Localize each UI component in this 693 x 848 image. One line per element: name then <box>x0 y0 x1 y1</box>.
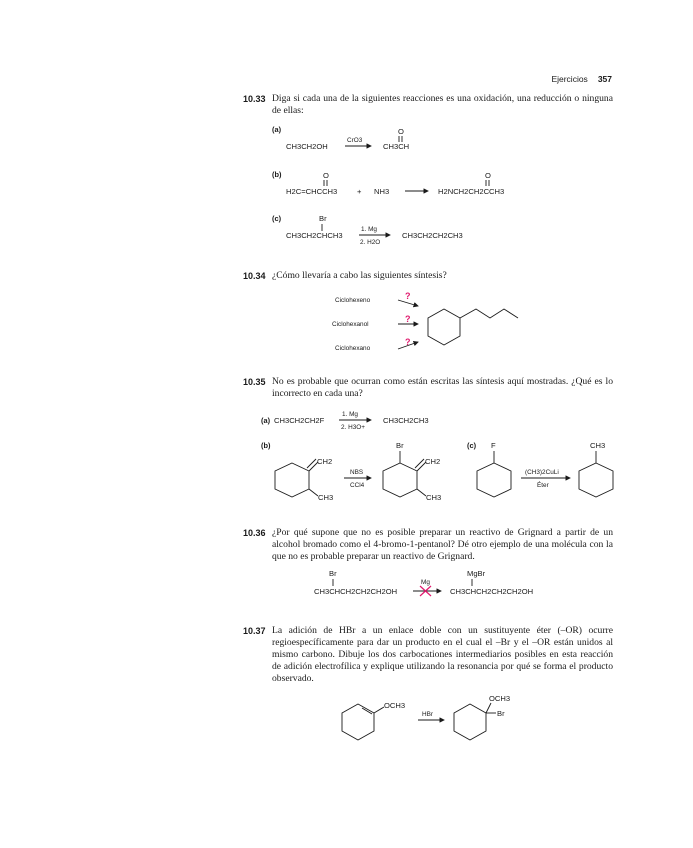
single-bond <box>486 703 491 713</box>
product: CH3CH2CH2CH3 <box>402 231 463 240</box>
reaction-10-35-c <box>467 441 613 497</box>
part-label: (b) <box>261 441 271 450</box>
reaction-10-35-a <box>261 411 429 431</box>
reagent-bottom: 2. H3O+ <box>341 424 365 431</box>
methyl-group: CH3 <box>426 493 442 502</box>
part-label: (c) <box>467 441 477 450</box>
part-label: (a) <box>261 416 271 425</box>
start-material: Ciclohexano <box>335 345 371 352</box>
fluorine-substituent: F <box>491 441 496 450</box>
reagent-top: NBS <box>350 469 364 476</box>
methylene-group: CH2 <box>317 457 333 466</box>
question-mark: ? <box>405 314 411 324</box>
methylene-group: CH2 <box>425 457 441 466</box>
part-label: (c) <box>272 214 282 223</box>
methyl-group: CH3 <box>318 493 334 502</box>
cyclohexane-ring <box>428 309 460 345</box>
reaction-10-33-c <box>272 214 463 246</box>
reaction-10-33-a <box>272 125 409 151</box>
plus-sign: + <box>357 187 362 196</box>
methoxy-group: OCH3 <box>384 701 406 710</box>
cyclohexane-ring <box>275 463 309 497</box>
reactant: CH3CH2OH <box>286 142 328 151</box>
reagent-top: 1. Mg <box>342 411 358 418</box>
carbonyl-oxygen: O <box>323 171 329 180</box>
methoxy-group: OCH3 <box>489 694 511 703</box>
bromine-substituent: Br <box>329 569 337 578</box>
carbonyl-oxygen: O <box>398 127 404 136</box>
product: CH3CH2CH3 <box>383 416 429 425</box>
exocyclic-double-bond <box>307 459 316 468</box>
problem-number: 10.36 <box>243 528 266 538</box>
bromine-substituent: Br <box>319 214 327 223</box>
reaction-10-33-b <box>272 170 504 196</box>
product: H2NCH2CH2CCH3 <box>438 187 505 196</box>
cyclohexane-ring <box>383 463 417 497</box>
reactant: CH3CHCH2CH2CH2OH <box>314 587 398 596</box>
part-label: (b) <box>272 170 282 179</box>
problem-text: No es probable que ocurran como están escritas las síntesis aquí mostradas. ¿Qué es lo incorrecto en cada una? <box>272 376 613 399</box>
problem-text: ¿Por qué supone que no es posible preparar un reactivo de Grignard a partir de un alcohol bromado como el 4-bromo-1-pentanol? Dé otro ejemplo de una molécula con la que no es probable preparar un reactivo de Grignard. <box>272 527 613 562</box>
part-label: (a) <box>272 125 282 134</box>
problem-number: 10.33 <box>243 94 266 104</box>
single-bond <box>309 489 318 496</box>
reagent-bottom: 2. H2O <box>360 239 381 246</box>
page-number: 357 <box>597 74 612 84</box>
section-title: Ejercicios <box>551 74 588 84</box>
start-material: Ciclohexanol <box>332 321 369 328</box>
question-mark: ? <box>405 337 411 347</box>
problem-number: 10.35 <box>243 377 266 387</box>
ammonia: NH3 <box>374 187 390 196</box>
problem-number: 10.37 <box>243 626 266 636</box>
reactant: CH3CH2CH2F <box>274 416 325 425</box>
reaction-10-35-b <box>261 441 441 502</box>
question-mark: ? <box>405 291 411 301</box>
single-bond <box>374 707 384 713</box>
start-material: Ciclohexeno <box>335 297 371 304</box>
reactant: H2C=CHCCH3 <box>286 187 338 196</box>
reaction-10-36 <box>314 569 533 596</box>
bromine-substituent: Br <box>497 709 505 718</box>
reagent: Mg <box>421 579 430 586</box>
butyl-chain <box>460 309 518 318</box>
problem-text: ¿Cómo llevaría a cabo las siguientes síntesis? <box>272 270 447 281</box>
reagent-bottom: CCl4 <box>350 482 365 489</box>
bromine-substituent: Br <box>396 441 404 450</box>
product: CH3CH <box>383 142 410 151</box>
problem-text: La adición de HBr a un enlace doble con un sustituyente éter (–OR) ocurre regioespecíficamente para dar un producto en el cual el –Br y el –OR están unidos al mismo carbono. Dibuje los dos carbocationes intermediarios posibles en esta reacción de adición electrofílica y explique utilizando la resonancia por qué se forma el producto observado. <box>272 625 613 684</box>
carbonyl-oxygen: O <box>485 171 491 180</box>
exocyclic-double-bond <box>415 459 424 468</box>
grignard-group: MgBr <box>467 569 486 578</box>
cyclohexane-ring <box>579 463 613 497</box>
reagent-top: (CH3)2CuLi <box>525 469 559 476</box>
reagent-bottom: Éter <box>537 482 549 489</box>
cyclohexene-ring <box>342 704 374 740</box>
problem-text: Diga si cada una de la siguientes reacciones es una oxidación, una reducción o ninguna de ellas: <box>272 93 613 116</box>
reactant: CH3CH2CHCH3 <box>286 231 343 240</box>
reaction-10-37 <box>342 694 510 740</box>
reagent: HBr <box>422 711 434 718</box>
reagent-top: 1. Mg <box>361 226 377 233</box>
cyclohexane-ring <box>477 463 511 497</box>
reagent: CrO3 <box>347 137 363 144</box>
synthesis-10-34 <box>332 291 518 352</box>
single-bond <box>417 489 426 496</box>
product: CH3CHCH2CH2CH2OH <box>450 587 534 596</box>
cyclohexane-ring <box>454 704 486 740</box>
methyl-group: CH3 <box>590 441 606 450</box>
problem-number: 10.34 <box>243 271 266 281</box>
